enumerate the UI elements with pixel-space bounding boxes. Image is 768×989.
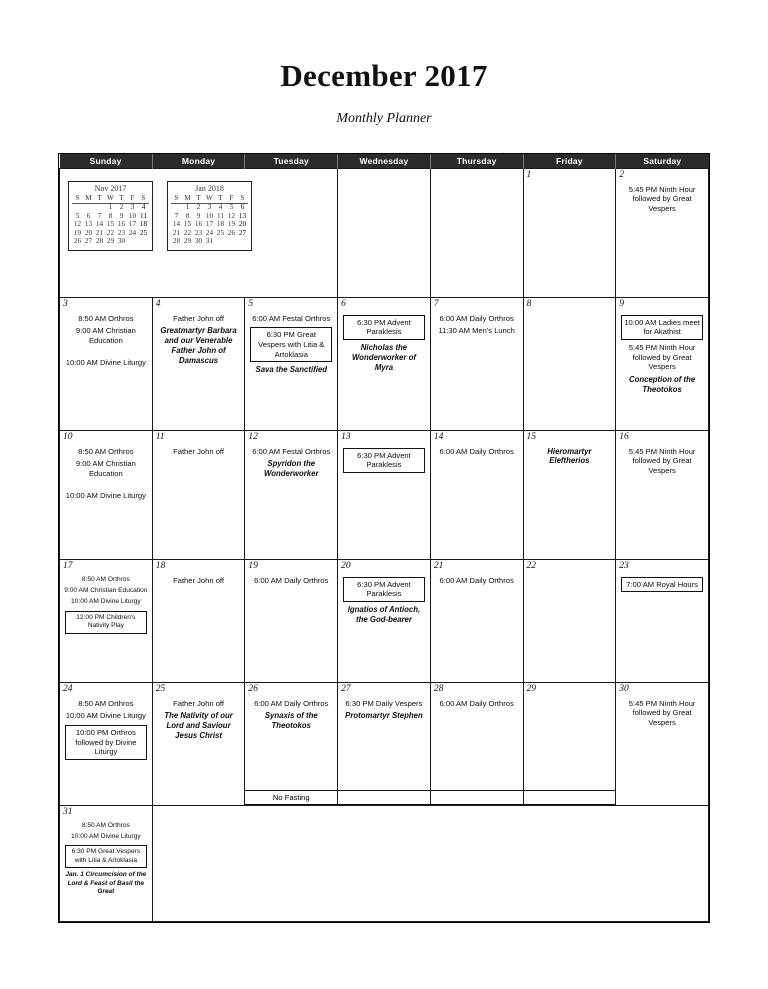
day-number: 4 <box>155 299 161 309</box>
weekday-header-saturday: Saturday <box>616 154 709 169</box>
mini-dow-2: T <box>94 194 105 204</box>
event-boxed: 6:30 PM Advent Paraklesis <box>343 577 425 602</box>
mini-day: 7 <box>171 213 182 222</box>
mini-day: 10 <box>128 211 137 220</box>
day-number: 23 <box>619 561 629 571</box>
event-text: Hieromartyr Eleftherios <box>547 446 592 466</box>
event-text: Conception of the Theotokos <box>628 375 696 395</box>
calendar-day-cell[interactable] <box>523 560 616 683</box>
event-text: 5:45 PM Ninth Hour followed by Great Vespers <box>628 446 696 475</box>
weekday-header-sunday: Sunday <box>60 154 153 169</box>
event-text: Sava the Sanctified <box>255 365 327 375</box>
day-number: 27 <box>341 684 351 694</box>
mini-day: 12 <box>227 211 236 220</box>
fasting-note: No Fasting <box>245 790 337 805</box>
mini-day: 4 <box>138 204 149 213</box>
day-number: 11 <box>155 432 165 442</box>
mini-day: 5 <box>72 213 83 222</box>
calendar-day-cell[interactable] <box>616 560 709 683</box>
calendar-week-row <box>60 560 709 683</box>
mini-day: 27 <box>84 237 93 245</box>
mini-day: 17 <box>205 220 214 228</box>
weekday-header-tuesday: Tuesday <box>245 154 338 169</box>
event-text: Father John off <box>173 698 225 708</box>
mini-day: 25 <box>216 228 225 237</box>
day-events <box>153 443 245 460</box>
mini-day: 4 <box>215 204 226 213</box>
calendar-week-row <box>60 431 709 560</box>
event-text: 9:00 AM Christian Education <box>64 586 148 594</box>
event-text: 8:50 AM Orthros <box>78 446 134 456</box>
mini-day: 20 <box>238 220 247 228</box>
mini-day-empty <box>138 238 149 247</box>
calendar-day-cell[interactable] <box>338 560 431 683</box>
event-text: 6:00 AM Festal Orthros <box>252 446 331 456</box>
calendar-day-cell[interactable] <box>523 431 616 560</box>
mini-dow-0: S <box>72 194 83 204</box>
event-text: 10:00 AM Divine Liturgy <box>65 490 146 500</box>
day-events <box>153 695 245 745</box>
mini-dow-5: F <box>127 194 138 204</box>
mini-calendar <box>68 181 153 251</box>
day-events <box>431 695 523 712</box>
mini-day: 15 <box>183 220 192 228</box>
mini-day: 17 <box>128 220 137 228</box>
day-events <box>431 572 523 589</box>
event-text: Synaxis of the Theotokos <box>264 711 318 731</box>
day-events <box>60 310 152 371</box>
day-number: 9 <box>619 299 624 309</box>
calendar-day-cell[interactable] <box>152 683 245 806</box>
day-events <box>245 695 337 735</box>
event-text: 8:50 AM Orthros <box>81 821 130 829</box>
mini-day: 19 <box>73 228 82 237</box>
mini-day: 22 <box>183 228 192 237</box>
mini-day: 12 <box>73 220 82 228</box>
fasting-note-continuation <box>431 790 523 805</box>
day-events <box>338 443 430 478</box>
event-text: 6:00 AM Daily Orthros <box>439 575 514 585</box>
event-text: 11:30 AM Men's Lunch <box>438 326 515 336</box>
day-number: 15 <box>526 432 537 442</box>
event-text: 8:50 AM Orthros <box>78 313 134 323</box>
mini-day: 26 <box>227 228 236 237</box>
mini-day: 15 <box>106 220 115 228</box>
mini-day: 18 <box>216 220 225 228</box>
mini-calendar-grid <box>72 194 149 247</box>
mini-dow-6: S <box>237 194 248 204</box>
calendar-day-cell[interactable] <box>152 560 245 683</box>
event-text: 6:00 AM Daily Orthros <box>439 698 514 708</box>
calendar-week-row <box>60 169 709 298</box>
day-number: 21 <box>433 561 444 571</box>
event-text: 6:30 PM Daily Vespers <box>345 698 423 708</box>
event-boxed: 10:00 PM Orthros followed by Divine Liturgy <box>65 725 147 760</box>
mini-day: 19 <box>227 220 236 228</box>
day-number: 25 <box>155 684 166 694</box>
mini-day: 30 <box>194 237 203 245</box>
page-title: December 2017 <box>280 58 488 93</box>
mini-day: 13 <box>84 220 93 228</box>
day-events <box>338 695 430 725</box>
day-number: 5 <box>248 299 254 309</box>
mini-day: 2 <box>116 204 127 213</box>
mini-day: 7 <box>94 213 105 222</box>
mini-day: 24 <box>205 228 214 237</box>
day-number: 26 <box>248 684 258 694</box>
fasting-note-continuation <box>338 790 430 805</box>
calendar-day-cell[interactable] <box>245 560 338 683</box>
mini-dow-4: T <box>215 194 226 204</box>
calendar-day-cell[interactable] <box>338 431 431 560</box>
day-events <box>524 443 616 470</box>
day-number: 18 <box>155 561 166 571</box>
day-events <box>338 310 430 376</box>
event-text: 10:00 AM Divine Liturgy <box>71 832 141 840</box>
day-events <box>616 695 708 731</box>
day-number: 28 <box>433 684 444 694</box>
event-text: Jan. 1 Circumcision of the Lord & Feast of Basil the Great <box>65 871 147 895</box>
mini-day: 21 <box>95 228 104 237</box>
mini-dow-1: M <box>182 194 193 204</box>
calendar-week-row <box>60 683 709 806</box>
event-text: Protomartyr Stephen <box>345 711 423 721</box>
event-text: 8:50 AM Orthros <box>81 575 130 583</box>
calendar-day-cell[interactable] <box>60 806 153 922</box>
day-number: 30 <box>619 684 629 694</box>
event-text: 10:00 AM Divine Liturgy <box>65 711 146 721</box>
day-number: 6 <box>341 299 346 309</box>
calendar-empty-span <box>152 806 708 922</box>
day-events <box>524 695 616 699</box>
mini-day: 2 <box>193 204 204 213</box>
day-events <box>245 572 337 589</box>
day-events <box>338 572 430 628</box>
mini-day: 18 <box>139 220 148 228</box>
calendar-day-cell[interactable] <box>245 298 338 431</box>
day-events <box>431 310 523 339</box>
mini-day: 29 <box>106 237 115 245</box>
day-events <box>616 443 708 479</box>
event-text: 10:00 AM Divine Liturgy <box>65 357 146 367</box>
day-events <box>60 695 152 766</box>
mini-day: 6 <box>83 213 94 222</box>
calendar-day-cell[interactable] <box>616 683 709 806</box>
day-events <box>616 181 708 217</box>
mini-day: 31 <box>205 237 214 245</box>
event-boxed: 6:30 PM Great Vespers with Litia & Artoklasia <box>65 845 147 868</box>
mini-day-empty <box>127 238 138 247</box>
event-boxed: 6:30 PM Great Vespers with Litia & Artoklasia <box>250 327 332 362</box>
mini-day-empty <box>226 238 237 247</box>
mini-day: 27 <box>238 228 247 237</box>
calendar-body <box>60 169 709 922</box>
calendar-week-row <box>60 806 709 922</box>
mini-day: 28 <box>172 237 181 245</box>
mini-day: 25 <box>139 228 148 237</box>
mini-dow-5: F <box>226 194 237 204</box>
day-events <box>431 171 523 175</box>
day-events <box>616 310 708 399</box>
day-number: 12 <box>248 432 258 442</box>
day-events <box>245 310 337 379</box>
mini-day: 1 <box>182 204 193 213</box>
mini-day: 5 <box>226 204 237 213</box>
mini-day: 14 <box>172 220 181 228</box>
mini-day: 23 <box>194 228 203 237</box>
calendar-day-cell[interactable] <box>523 169 616 298</box>
day-number: 24 <box>63 684 73 694</box>
day-events <box>524 572 616 576</box>
event-text: 5:45 PM Ninth Hour followed by Great Vespers <box>628 184 696 213</box>
mini-dow-4: T <box>116 194 127 204</box>
event-text: Nicholas the Wonderworker of Myra <box>351 342 416 372</box>
mini-day-empty <box>215 238 226 247</box>
mini-day: 11 <box>215 213 226 222</box>
day-number: 19 <box>248 561 258 571</box>
calendar-day-cell[interactable] <box>616 169 709 298</box>
event-text: Greatmartyr Barbara and our Venerable Father John of Damascus <box>160 326 237 366</box>
calendar-grid <box>58 153 710 923</box>
calendar-day-cell[interactable] <box>430 298 523 431</box>
mini-calendar-title: Nov 2017 <box>94 184 127 193</box>
calendar-day-cell[interactable] <box>430 431 523 560</box>
mini-day: 11 <box>138 213 149 222</box>
mini-day: 26 <box>73 237 82 245</box>
calendar-day-cell[interactable] <box>152 298 245 431</box>
mini-dow-0: S <box>171 194 182 204</box>
mini-day: 13 <box>238 211 247 220</box>
day-events <box>616 572 708 598</box>
event-boxed: 6:30 PM Advent Paraklesis <box>343 448 425 473</box>
calendar-day-cell[interactable] <box>338 298 431 431</box>
event-text: Ignatios of Antioch, the God-bearer <box>347 604 421 624</box>
mini-dow-1: M <box>83 194 94 204</box>
day-events <box>524 181 616 185</box>
weekday-header-thursday: Thursday <box>430 154 523 169</box>
calendar-day-cell[interactable] <box>523 298 616 431</box>
mini-day: 22 <box>106 228 115 237</box>
mini-dow-3: W <box>105 194 116 204</box>
calendar-day-cell[interactable] <box>60 683 153 806</box>
day-number: 2 <box>619 170 624 180</box>
calendar-day-cell[interactable] <box>523 683 616 806</box>
day-number: 10 <box>63 432 73 442</box>
mini-dow-6: S <box>138 194 149 204</box>
day-events <box>60 572 152 639</box>
day-number: 22 <box>526 561 537 571</box>
event-boxed: 6:30 PM Advent Paraklesis <box>343 315 425 340</box>
day-events <box>153 310 245 370</box>
mini-day: 30 <box>117 237 126 245</box>
mini-day: 20 <box>84 228 93 237</box>
day-events <box>60 818 152 900</box>
day-number: 8 <box>526 299 532 309</box>
mini-day: 8 <box>182 213 193 222</box>
calendar-day-cell[interactable] <box>245 431 338 560</box>
calendar-day-cell[interactable] <box>60 298 153 431</box>
mini-day: 24 <box>128 228 137 237</box>
day-events <box>431 443 523 460</box>
mini-calendars <box>60 169 337 251</box>
event-text: 6:00 AM Daily Orthros <box>254 575 329 585</box>
mini-day: 29 <box>183 237 192 245</box>
mini-calendar-grid <box>171 194 248 247</box>
event-text: 6:00 AM Daily Orthros <box>439 446 514 456</box>
event-text: 6:00 AM Daily Orthros <box>439 313 514 323</box>
day-number: 16 <box>619 432 629 442</box>
mini-day: 3 <box>127 204 138 213</box>
day-events <box>245 443 337 483</box>
page-subtitle: Monthly Planner <box>336 111 432 126</box>
weekday-header-friday: Friday <box>523 154 616 169</box>
calendar-week-row <box>60 298 709 431</box>
mini-calendars-cell <box>60 169 338 298</box>
event-text: 9:00 AM Christian Education <box>75 459 136 478</box>
day-events <box>524 310 616 314</box>
mini-day: 6 <box>237 204 248 213</box>
event-boxed: 7:00 AM Royal Hours <box>621 577 703 593</box>
mini-day: 8 <box>105 213 116 222</box>
mini-day: 16 <box>194 220 203 228</box>
day-events <box>153 572 245 589</box>
mini-day: 23 <box>117 228 126 237</box>
day-number: 31 <box>63 807 73 817</box>
day-number: 7 <box>433 299 439 309</box>
event-text: Father John off <box>173 446 225 456</box>
mini-day: 10 <box>205 211 214 220</box>
mini-day: 16 <box>117 220 126 228</box>
event-text: Father John off <box>173 313 225 323</box>
calendar-day-cell[interactable] <box>616 298 709 431</box>
calendar-day-cell[interactable] <box>152 431 245 560</box>
event-text: The Nativity of our Lord and Saviour Jesus Christ <box>164 711 233 741</box>
event-boxed: 10:00 AM Ladies meet for Akathist <box>621 315 703 340</box>
calendar-day-cell[interactable] <box>430 683 523 806</box>
mini-day: 9 <box>193 213 204 222</box>
mini-day: 1 <box>105 204 116 213</box>
mini-day: 9 <box>116 213 127 222</box>
calendar-day-cell[interactable] <box>338 169 431 298</box>
mini-day: 21 <box>172 228 181 237</box>
event-text: 6:00 AM Festal Orthros <box>252 313 331 323</box>
event-text: Father John off <box>173 575 225 585</box>
mini-day: 14 <box>95 220 104 228</box>
mini-calendar <box>167 181 252 251</box>
event-text: 6:00 AM Daily Orthros <box>254 698 329 708</box>
event-text: 5:45 PM Ninth Hour followed by Great Vespers <box>628 698 696 727</box>
calendar-day-cell[interactable] <box>616 431 709 560</box>
day-number: 17 <box>63 561 73 571</box>
mini-dow-3: W <box>204 194 215 204</box>
event-text: 9:00 AM Christian Education <box>75 326 136 345</box>
calendar-day-cell[interactable] <box>430 169 523 298</box>
weekday-header-wednesday: Wednesday <box>338 154 431 169</box>
event-text: 10:00 AM Divine Liturgy <box>71 598 141 606</box>
mini-dow-2: T <box>193 194 204 204</box>
calendar-day-cell[interactable] <box>338 683 431 806</box>
day-number: 29 <box>526 684 537 694</box>
day-events <box>60 443 152 504</box>
fasting-note-continuation <box>524 790 616 805</box>
day-number: 14 <box>433 432 444 442</box>
day-number: 1 <box>526 170 532 180</box>
calendar-day-cell[interactable] <box>245 683 338 806</box>
calendar-day-cell[interactable] <box>430 560 523 683</box>
day-number: 13 <box>341 432 351 442</box>
calendar-day-cell[interactable] <box>60 431 153 560</box>
mini-day: 3 <box>204 204 215 213</box>
mini-calendar-title: Jan 2018 <box>195 184 224 193</box>
day-number: 20 <box>341 561 351 571</box>
event-text: Spyridon the Wonderworker <box>264 459 319 479</box>
weekday-header-monday: Monday <box>152 154 245 169</box>
calendar-table <box>59 154 709 922</box>
event-text: 8:50 AM Orthros <box>78 698 134 708</box>
day-events <box>338 171 430 175</box>
event-boxed: 12:00 PM Children's Nativity Play <box>65 611 147 634</box>
weekday-header-row <box>60 154 709 169</box>
calendar-day-cell[interactable] <box>60 560 153 683</box>
mini-day-empty <box>237 238 248 247</box>
event-text: 5:45 PM Ninth Hour followed by Great Vespers <box>628 342 696 372</box>
day-number: 3 <box>63 299 68 309</box>
mini-day: 28 <box>95 237 104 245</box>
